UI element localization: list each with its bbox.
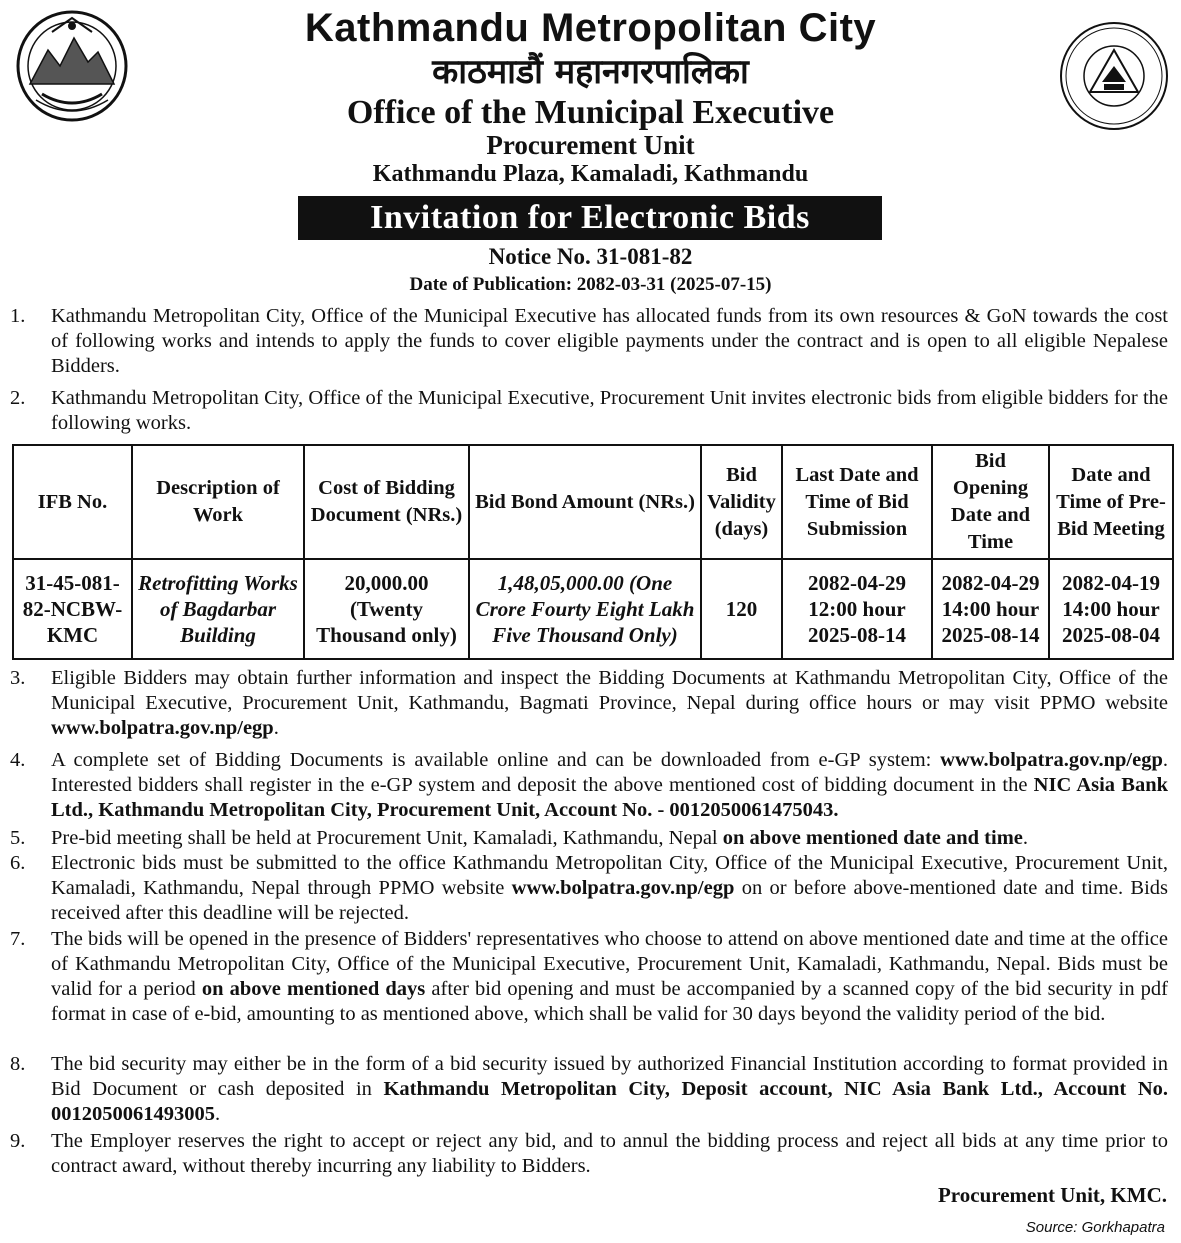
city-title: Kathmandu Metropolitan City <box>304 6 877 50</box>
header-prebid: Date and Time of Pre-Bid Meeting <box>1049 445 1173 559</box>
clause-7 <box>10 927 1168 1027</box>
prebid-date-ad: 2025-08-04 <box>1062 623 1160 647</box>
header-validity: Bid Validity (days) <box>701 445 782 559</box>
cell-bid-bond: 1,48,05,000.00 (One Crore Fourty Eight Lakh Five Thousand Only) <box>469 559 701 659</box>
last-date-ad: 2025-08-14 <box>808 623 906 647</box>
cell-opening <box>932 559 1049 659</box>
clause-end: . <box>273 717 279 739</box>
cell-ifb: 31-45-081-82-NCBW-KMC <box>13 559 132 659</box>
cell-prebid <box>1049 559 1173 659</box>
clause-text <box>51 826 1168 851</box>
clause-number: 9. <box>10 1130 26 1152</box>
header-ifb: IFB No. <box>13 445 132 559</box>
clause-body: Pre-bid meeting shall be held at Procurement Unit, Kamaladi, Kathmandu, Nepal <box>51 827 718 849</box>
works-table <box>12 444 1174 660</box>
clause-1 <box>10 304 1168 379</box>
cell-last-date <box>782 559 932 659</box>
clause-number: 5. <box>10 827 26 849</box>
opening-time: 14:00 hour <box>941 597 1040 621</box>
clause-text <box>51 748 1168 823</box>
cell-cost: 20,000.00 (Twenty Thousand only) <box>304 559 469 659</box>
bank-account-text: NIC Asia Bank Ltd., Kathmandu Metropolitan City, Procurement Unit, Account No. - 0012050061475043. <box>51 774 1168 821</box>
opening-date-ad: 2025-08-14 <box>941 623 1040 647</box>
clause-5 <box>10 826 1168 851</box>
clause-text <box>51 851 1168 926</box>
opening-date-bs: 2082-04-29 <box>941 571 1040 595</box>
clause-8 <box>10 1052 1168 1127</box>
prebid-time: 14:00 hour <box>1062 597 1160 621</box>
clause-body-2: after bid opening and must be accompanied by a scanned copy of the bid security in pdf format in case of e-bid, amounting to as mentioned above, which shall be valid for 30 days beyond the validity period of the bid. <box>51 978 1169 1025</box>
clause-number: 7. <box>10 928 26 950</box>
clause-body: Electronic bids must be submitted to the office Kathmandu Metropolitan City, Office of the Municipal Executive, Procurement Unit, Kamaladi, Kathmandu, Nepal through PPMO website <box>51 852 1168 899</box>
clause-6 <box>10 851 1168 926</box>
invitation-banner: Invitation for Electronic Bids <box>298 196 882 240</box>
cell-description: Retrofitting Works of Bagdarbar Building <box>132 559 304 659</box>
header-opening: Bid Opening Date and Time <box>932 445 1049 559</box>
clause-number: 1. <box>10 305 26 327</box>
clause-number: 6. <box>10 852 26 874</box>
last-time: 12:00 hour <box>808 597 906 621</box>
source-credit: Source: Gorkhapatra <box>1025 1219 1165 1236</box>
deposit-account-text: Kathmandu Metropolitan City, Deposit account, NIC Asia Bank Ltd., Account No. 0012050061493005 <box>51 1078 1169 1125</box>
clause-number: 3. <box>10 667 26 689</box>
unit-title: Procurement Unit <box>486 130 695 160</box>
clause-number: 8. <box>10 1053 26 1075</box>
prebid-date-bs: 2082-04-19 <box>1062 571 1160 595</box>
clause-number: 2. <box>10 387 26 409</box>
ppmo-link[interactable]: www.bolpatra.gov.np/egp <box>511 877 735 899</box>
clause-body: Eligible Bidders may obtain further information and inspect the Bidding Documents at Kathmandu Metropolitan City, Office of the Municipal Executive, Procurement Unit, Kathmandu, Bagmati Province, Nepal during office hours or may visit PPMO website <box>51 667 1168 714</box>
clause-text <box>51 1052 1168 1127</box>
clause-3 <box>10 666 1168 741</box>
clause-end: . <box>1022 827 1028 849</box>
city-title-nepali: काठमाडौं महानगरपालिका <box>432 52 749 92</box>
clause-body: The bid security may either be in the form of a bid security issued by authorized Financial Institution according to format provided in Bid Document or cash deposited in <box>51 1053 1168 1100</box>
clause-body: The bids will be opened in the presence of Bidders' representatives who choose to attend on above mentioned date and time at the office of Kathmandu Metropolitan City, Office of the Municipal Executive, Procurement Unit, Kamaladi, Kathmandu, Nepal. Bids must be valid for a period <box>51 928 1168 1000</box>
table-header-row <box>13 445 1173 559</box>
publication-date: Date of Publication: 2082-03-31 (2025-07-15) <box>409 274 772 295</box>
clause-text <box>51 666 1168 741</box>
egp-link[interactable]: www.bolpatra.gov.np/egp <box>940 749 1163 771</box>
header-description: Description of Work <box>132 445 304 559</box>
clause-body-2: on or before above-mentioned date and time. Bids received after this deadline will be rejected. <box>51 877 1169 924</box>
clause-text: The Employer reserves the right to accept or reject any bid, and to annul the bidding process and reject all bids at any time prior to contract award, without thereby incurring any liability to Bidders. <box>51 1130 1168 1177</box>
ppmo-link[interactable]: www.bolpatra.gov.np/egp <box>51 717 274 739</box>
clause-text: Kathmandu Metropolitan City, Office of the Municipal Executive, Procurement Unit invites electronic bids from eligible bidders for the following works. <box>51 387 1168 434</box>
cell-validity: 120 <box>701 559 782 659</box>
last-date-bs: 2082-04-29 <box>808 571 906 595</box>
clause-end: . <box>215 1103 221 1125</box>
clause-9 <box>10 1129 1168 1179</box>
header-cost: Cost of Bidding Document (NRs.) <box>304 445 469 559</box>
notice-number: Notice No. 31-081-82 <box>488 244 693 269</box>
clause-emphasis: on above mentioned days <box>201 978 426 1000</box>
signoff: Procurement Unit, KMC. <box>937 1183 1167 1207</box>
clause-text <box>51 927 1168 1027</box>
clause-2 <box>10 386 1168 436</box>
clause-text: Kathmandu Metropolitan City, Office of the Municipal Executive has allocated funds from its own resources & GoN towards the cost of following works and intends to apply the funds to cover eligible payments under the contract and is open to all eligible Nepalese Bidders. <box>51 305 1168 377</box>
clause-emphasis: on above mentioned date and time <box>722 827 1023 849</box>
header-bid-bond: Bid Bond Amount (NRs.) <box>469 445 701 559</box>
office-address: Kathmandu Plaza, Kamaladi, Kathmandu <box>372 161 809 187</box>
table-row <box>13 559 1173 659</box>
header-last-date: Last Date and Time of Bid Submission <box>782 445 932 559</box>
clause-number: 4. <box>10 749 26 771</box>
clause-4 <box>10 748 1168 823</box>
clause-body-2: . Interested bidders shall register in the e-GP system and deposit the above mentioned cost of bidding document in the <box>51 749 1168 796</box>
office-title: Office of the Municipal Executive <box>346 94 835 131</box>
clause-body: A complete set of Bidding Documents is available online and can be downloaded from e-GP system: <box>51 749 932 771</box>
